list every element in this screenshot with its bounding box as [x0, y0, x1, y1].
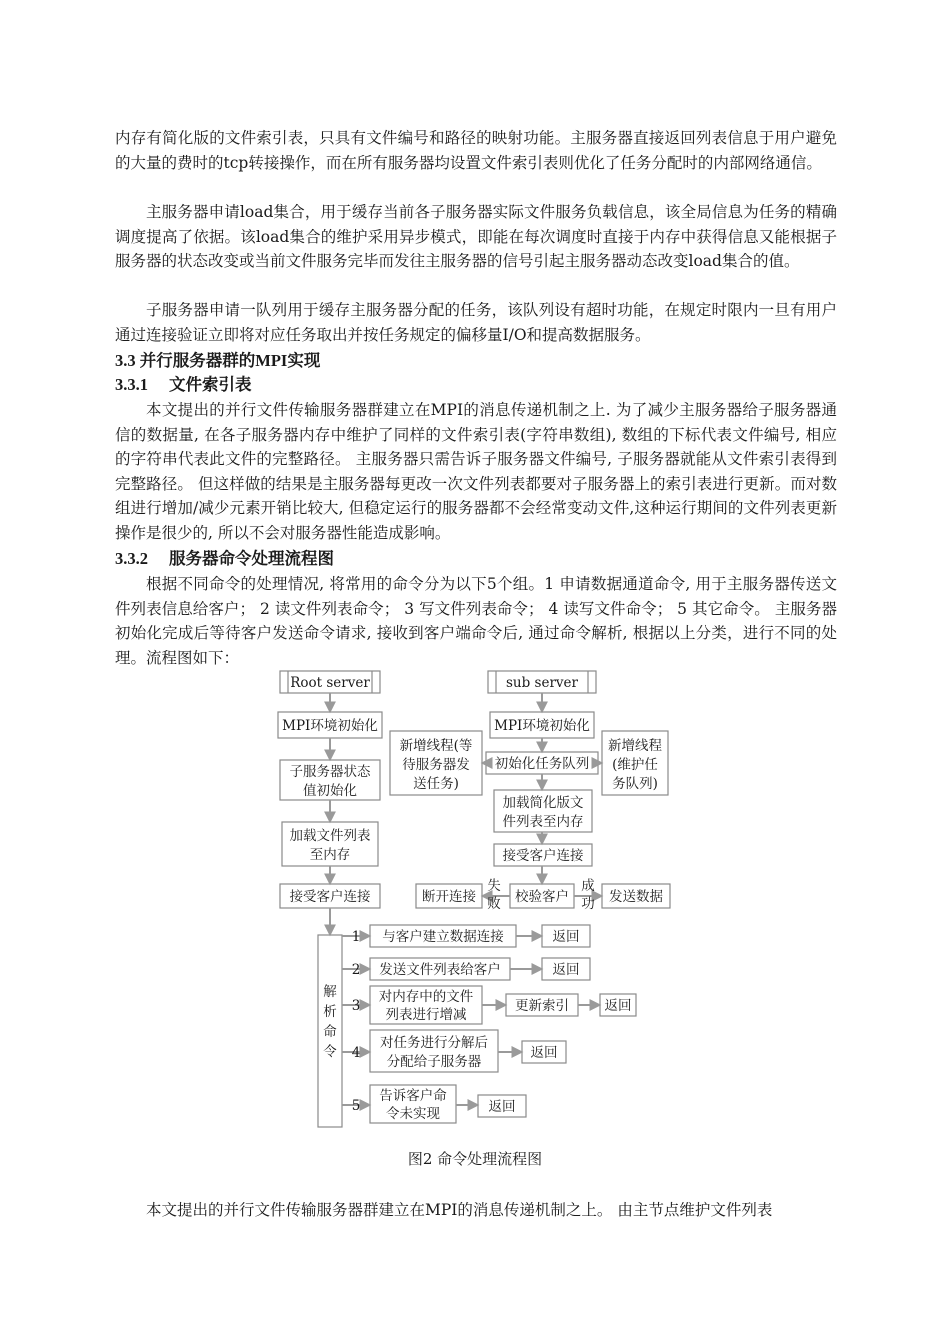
- paragraph-index-table-intro: 内存有简化版的文件索引表，只具有文件编号和路径的映射功能。主服务器直接返回列表信息于用户避免的大量的费时的tcp转接操作，而在所有服务器均设置文件索引表则优化了任务分配时的内部网络通信。: [115, 129, 837, 172]
- parse-char-2: 析: [323, 1004, 337, 1020]
- branch5-label-2: 令未实现: [386, 1106, 440, 1122]
- heading-number: 3.3.2: [115, 549, 148, 568]
- heading-text: 文件索引表: [169, 375, 252, 394]
- branch1-label: 与客户建立数据连接: [382, 929, 504, 945]
- branch3-label-2: 列表进行增减: [385, 1007, 467, 1023]
- branch3-label-1: 对内存中的文件: [378, 989, 474, 1005]
- paragraph-command-groups: 根据不同命令的处理情况, 将常用的命令分为以下5个组。1 申请数据通道命令, 用于主服务器传送文件列表信息给客户； 2 读文件列表命令； 3 写文件列表命令； 4 读写文件命令； 5 其它命令。 主服务器初始化完成后等待客户发送命令请求, 接收到客户端命令后, 通过命令解析, 根据以上分类，进行不同的处理。流程图如下：: [115, 575, 837, 667]
- heading-text: 服务器命令处理流程图: [169, 549, 334, 568]
- sub-status-label-2: 值初始化: [303, 783, 357, 799]
- branch4-return-label: 返回: [530, 1045, 558, 1061]
- load-simple-label-2: 件列表至内存: [502, 814, 584, 830]
- heading-number: 3.3.1: [115, 375, 148, 394]
- load-file-list-label-1: 加载文件列表: [289, 828, 371, 844]
- right-thread-label-3: 务队列): [612, 776, 658, 792]
- section-heading-3-3: 3.3 并行服务器群的MPI实现: [115, 351, 321, 370]
- branch5-label-1: 告诉客户命: [379, 1088, 447, 1104]
- root-mpi-init-label: MPI环境初始化: [282, 718, 378, 734]
- paragraph-closing: 本文提出的并行文件传输服务器群建立在MPI的消息传递机制之上。 由主节点维护文件列表: [146, 1201, 773, 1219]
- branch1-number: 1: [351, 929, 361, 945]
- load-file-list-label-2: 至内存: [309, 847, 351, 863]
- branch2-label: 发送文件列表给客户: [379, 962, 501, 978]
- branch3-return-label: 返回: [604, 998, 632, 1014]
- root-accept-label: 接受客户连接: [289, 889, 371, 905]
- load-simple-label-1: 加载简化版文: [502, 795, 584, 811]
- send-data-label: 发送数据: [609, 889, 663, 905]
- branch4-label-1: 对任务进行分解后: [380, 1035, 488, 1051]
- sub-server-label: sub server: [506, 675, 578, 691]
- success-char-2: 功: [581, 896, 595, 912]
- paragraph-sub-queue: 子服务器申请一队列用于缓存主服务器分配的任务，该队列设有超时功能，在规定时限内一旦有用户通过连接验证立即将对应任务取出并按任务规定的偏移量I/O和提高数据服务。: [115, 301, 837, 344]
- fail-char-1: 失: [487, 878, 501, 894]
- disconnect-label: 断开连接: [422, 889, 476, 905]
- sub-accept-label: 接受客户连接: [502, 848, 584, 864]
- branch1-return-label: 返回: [552, 929, 580, 945]
- branch3-update-label: 更新索引: [515, 998, 569, 1014]
- sub-status-label-1: 子服务器状态: [289, 764, 371, 780]
- root-server-label: Root server: [290, 675, 370, 691]
- left-thread-label-1: 新增线程(等: [399, 738, 473, 754]
- parse-char-4: 令: [323, 1044, 337, 1060]
- branch4-label-2: 分配给子服务器: [386, 1054, 482, 1070]
- branch3-number: 3: [351, 998, 361, 1014]
- verify-client-label: 校验客户: [515, 889, 569, 905]
- figure-caption: 图2 命令处理流程图: [407, 1150, 543, 1168]
- sub-mpi-init-label: MPI环境初始化: [494, 718, 590, 734]
- branch5-return-label: 返回: [488, 1099, 516, 1115]
- branch2-return-label: 返回: [552, 962, 580, 978]
- branch5-number: 5: [351, 1098, 361, 1114]
- paragraph-load-set: 主服务器申请load集合，用于缓存当前各子服务器实际文件服务负载信息，该全局信息为任务的精确调度提高了依据。该load集合的维护采用异步模式，即能在每次调度时直接于内存中获得信息又能根据子服务器的状态改变或当前文件服务完毕而发往主服务器的信号引起主服务器动态改变load集合的值。: [115, 203, 837, 270]
- branch4-number: 4: [351, 1045, 361, 1061]
- right-thread-label-1: 新增线程: [608, 738, 662, 754]
- paragraph-file-index: 本文提出的并行文件传输服务器群建立在MPI的消息传递机制之上. 为了减少主服务器给子服务器通信的数据量, 在各子服务器内存中维护了同样的文件索引表(字符串数组), 数组的下标代表文件编号, 相应的字符串代表此文件的完整路径。 主服务器只需告诉子服务器文件编号, 子服务器就能从文件索引表得到完整路径。 但这样做的结果是主服务器每更改一次文件列表都要对子服务器上的索引表进行更新。而对数组进行增加/减少元素开销比较大, 但稳定运行的服务器都不会经常变动文件,这种运行期间的文件列表更新操作是很少的, 所以不会对服务器性能造成影响。: [115, 401, 837, 542]
- left-thread-label-3: 送任务): [413, 776, 459, 792]
- success-char-1: 成: [581, 878, 595, 894]
- parse-char-3: 命: [323, 1024, 337, 1040]
- fail-char-2: 败: [487, 896, 501, 912]
- parse-char-1: 解: [323, 984, 337, 1000]
- left-thread-label-2: 待服务器发: [402, 757, 470, 773]
- branch2-number: 2: [351, 962, 361, 978]
- right-thread-label-2: (维护任: [612, 757, 658, 773]
- init-queue-label: 初始化任务队列: [494, 756, 590, 772]
